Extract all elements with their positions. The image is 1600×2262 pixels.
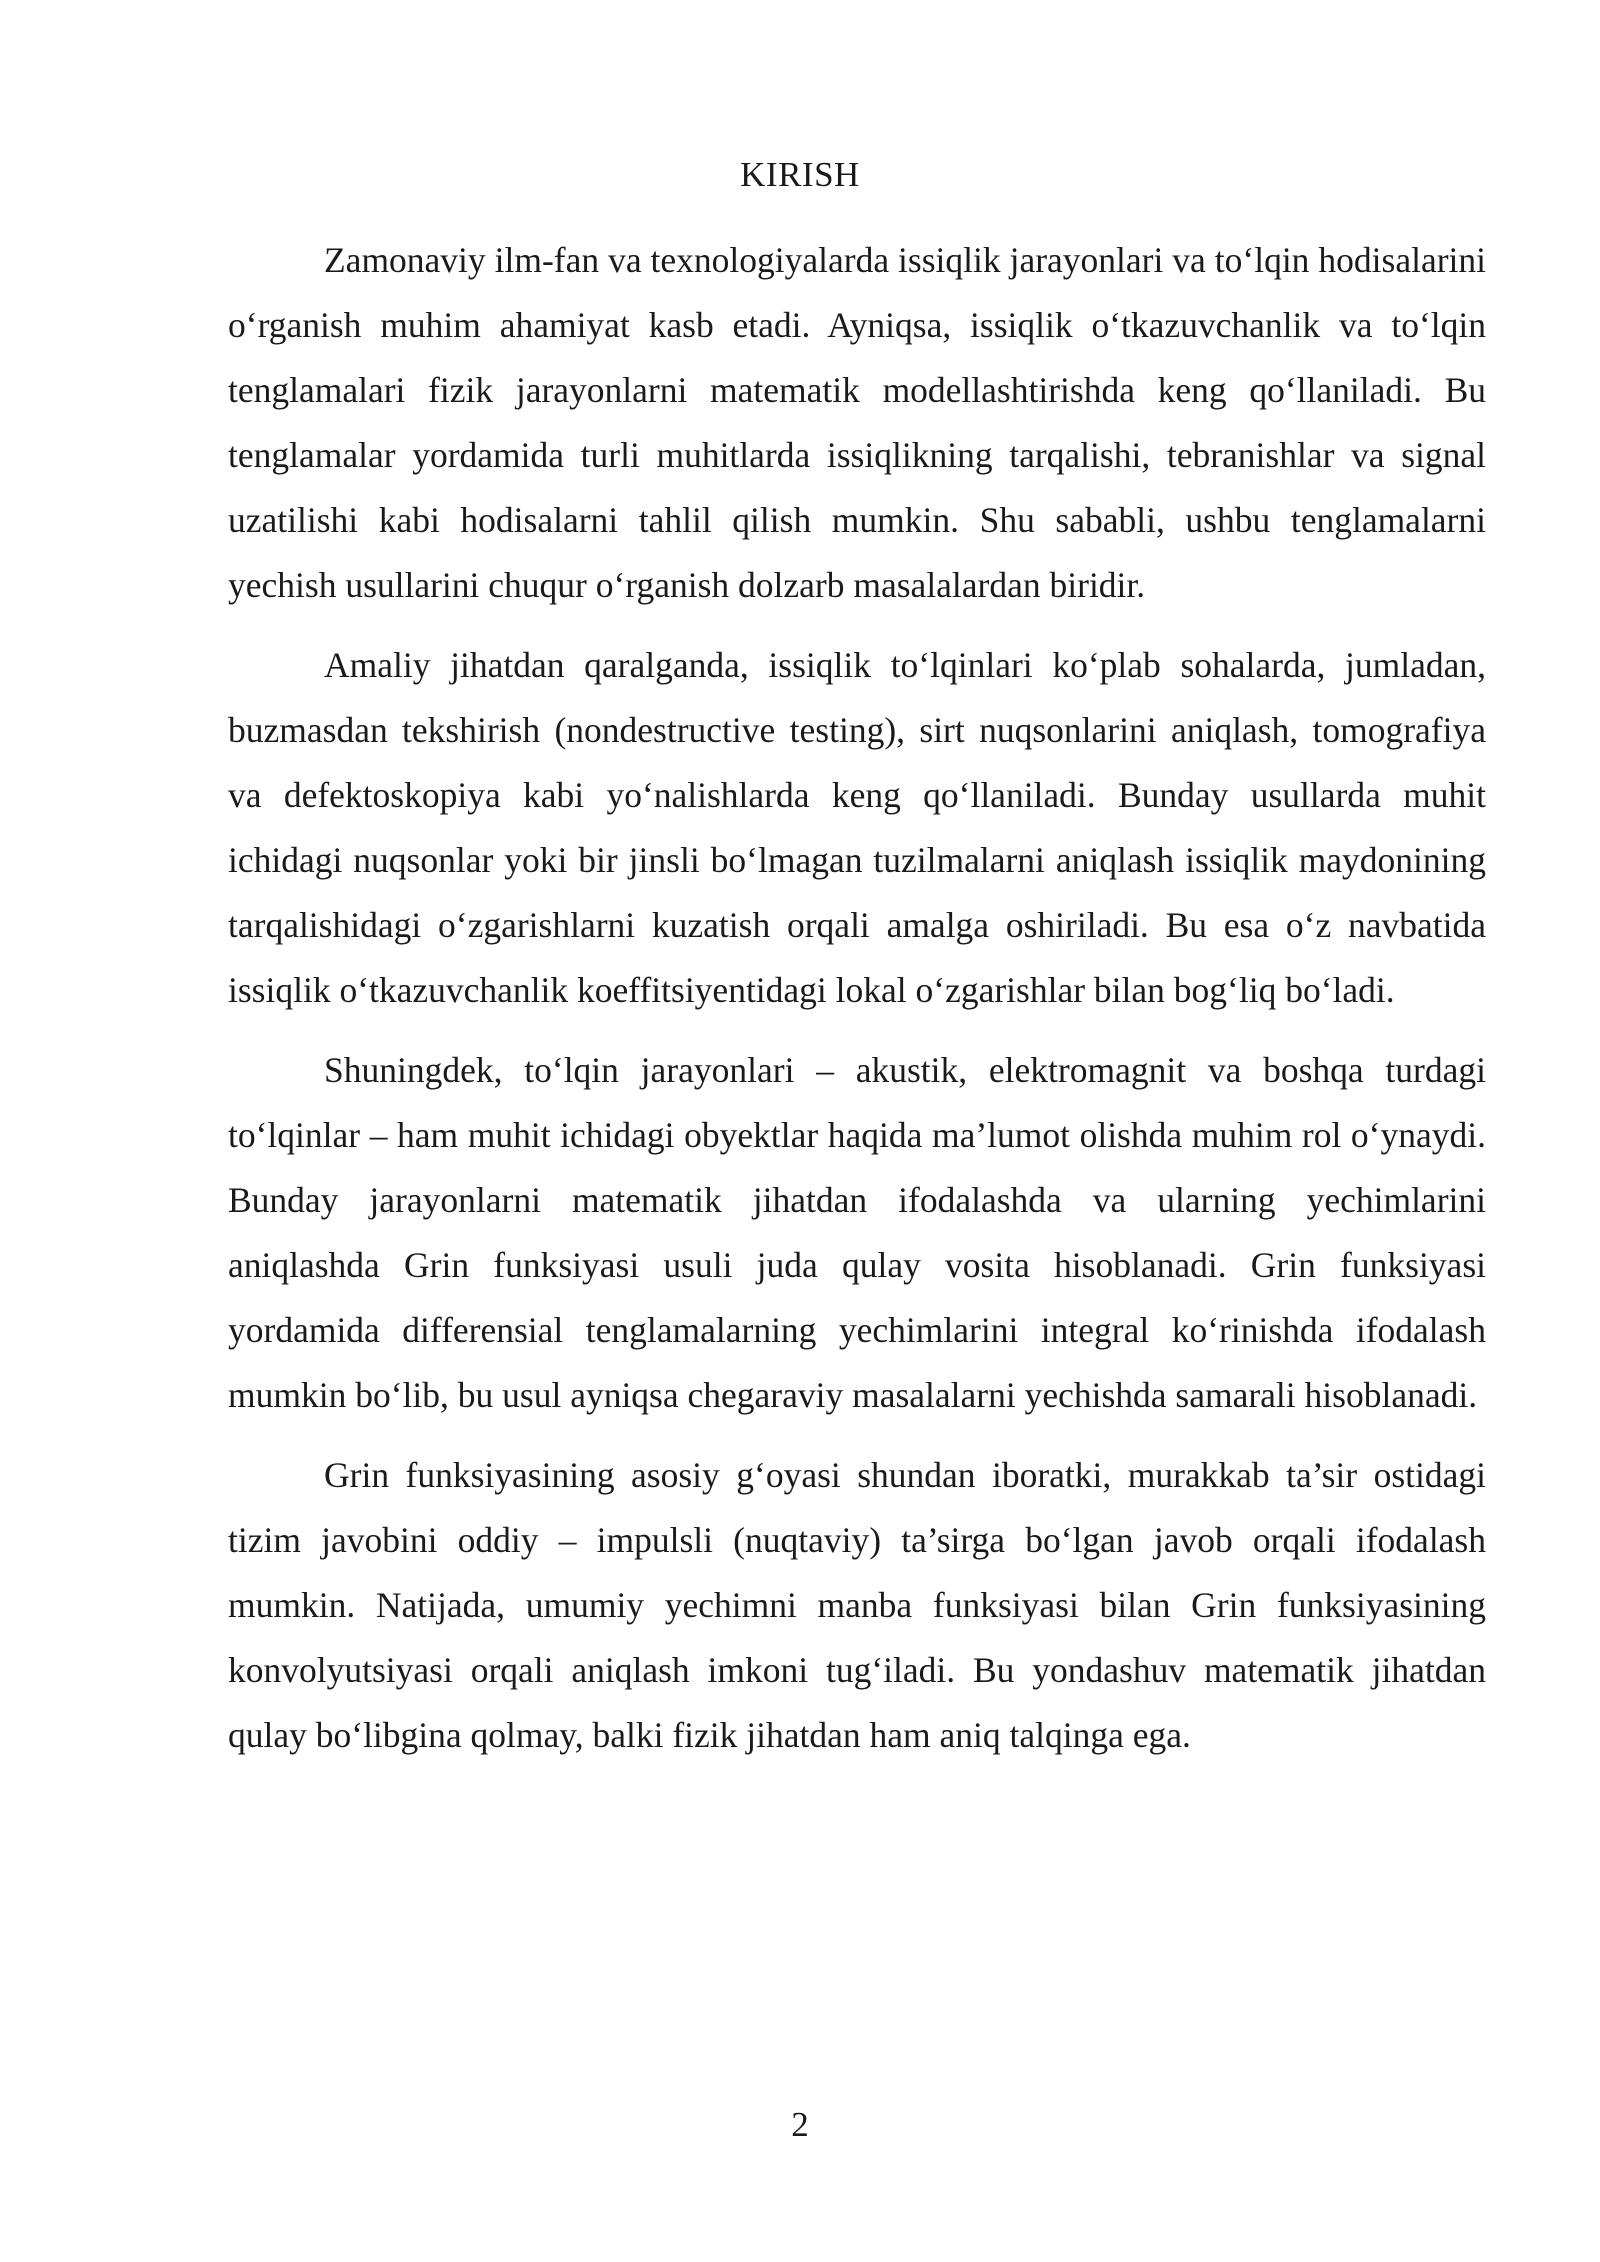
document-body bbox=[228, 228, 1486, 1783]
page-number: 2 bbox=[791, 2105, 809, 2144]
paragraph: Zamonaviy ilm-fan va texnologiyalarda issiqlik jarayonlari va to‘lqin hodisalarini o‘rganish muhim ahamiyat kasb etadi. Ayniqsa, issiqlik o‘tkazuvchanlik va to‘lqin tenglamalari fizik jarayonlarni matematik modellashtirishda keng qo‘llaniladi. Bu tenglamalar yordamida turli muhitlarda issiqlikning tarqalishi, tebranishlar va signal uzatilishi kabi hodisalarni tahlil qilish mumkin. Shu sababli, ushbu tenglamalarni yechish usullarini chuqur o‘rganish dolzarb masalalardan biridir. bbox=[228, 240, 1486, 605]
paragraph: Grin funksiyasining asosiy g‘oyasi shundan iboratki, murakkab ta’sir ostidagi tizim javobini oddiy – impulsli (nuqtaviy) ta’sirga bo‘lgan javob orqali ifodalash mumkin. Natijada, umumiy yechimni manba funksiyasi bilan Grin funksiyasining konvolyutsiyasi orqali aniqlash imkoni tug‘iladi. Bu yondashuv matematik jihatdan qulay bo‘libgina qolmay, balki fizik jihatdan ham aniq talqinga ega. bbox=[228, 1455, 1486, 1755]
page-title: KIRISH bbox=[740, 155, 860, 194]
paragraph: Shuningdek, to‘lqin jarayonlari – akustik, elektromagnit va boshqa turdagi to‘lqinlar – ham muhit ichidagi obyektlar haqida ma’lumot olishda muhim rol o‘ynaydi. Bunday jarayonlarni matematik jihatdan ifodalashda va ularning yechimlarini aniqlashda Grin funksiyasi usuli juda qulay vosita hisoblanadi. Grin funksiyasi yordamida differensial tenglamalarning yechimlarini integral ko‘rinishda ifodalash mumkin bo‘lib, bu usul ayniqsa chegaraviy masalalarni yechishda samarali hisoblanadi. bbox=[228, 1050, 1486, 1415]
paragraph: Amaliy jihatdan qaralganda, issiqlik to‘lqinlari ko‘plab sohalarda, jumladan, buzmasdan tekshirish (nondestructive testing), sirt nuqsonlarini aniqlash, tomografiya va defektoskopiya kabi yo‘nalishlarda keng qo‘llaniladi. Bunday usullarda muhit ichidagi nuqsonlar yoki bir jinsli bo‘lmagan tuzilmalarni aniqlash issiqlik maydonining tarqalishidagi o‘zgarishlarni kuzatish orqali amalga oshiriladi. Bu esa o‘z navbatida issiqlik o‘tkazuvchanlik koeffitsiyentidagi lokal o‘zgarishlar bilan bog‘liq bo‘ladi. bbox=[228, 645, 1486, 1010]
